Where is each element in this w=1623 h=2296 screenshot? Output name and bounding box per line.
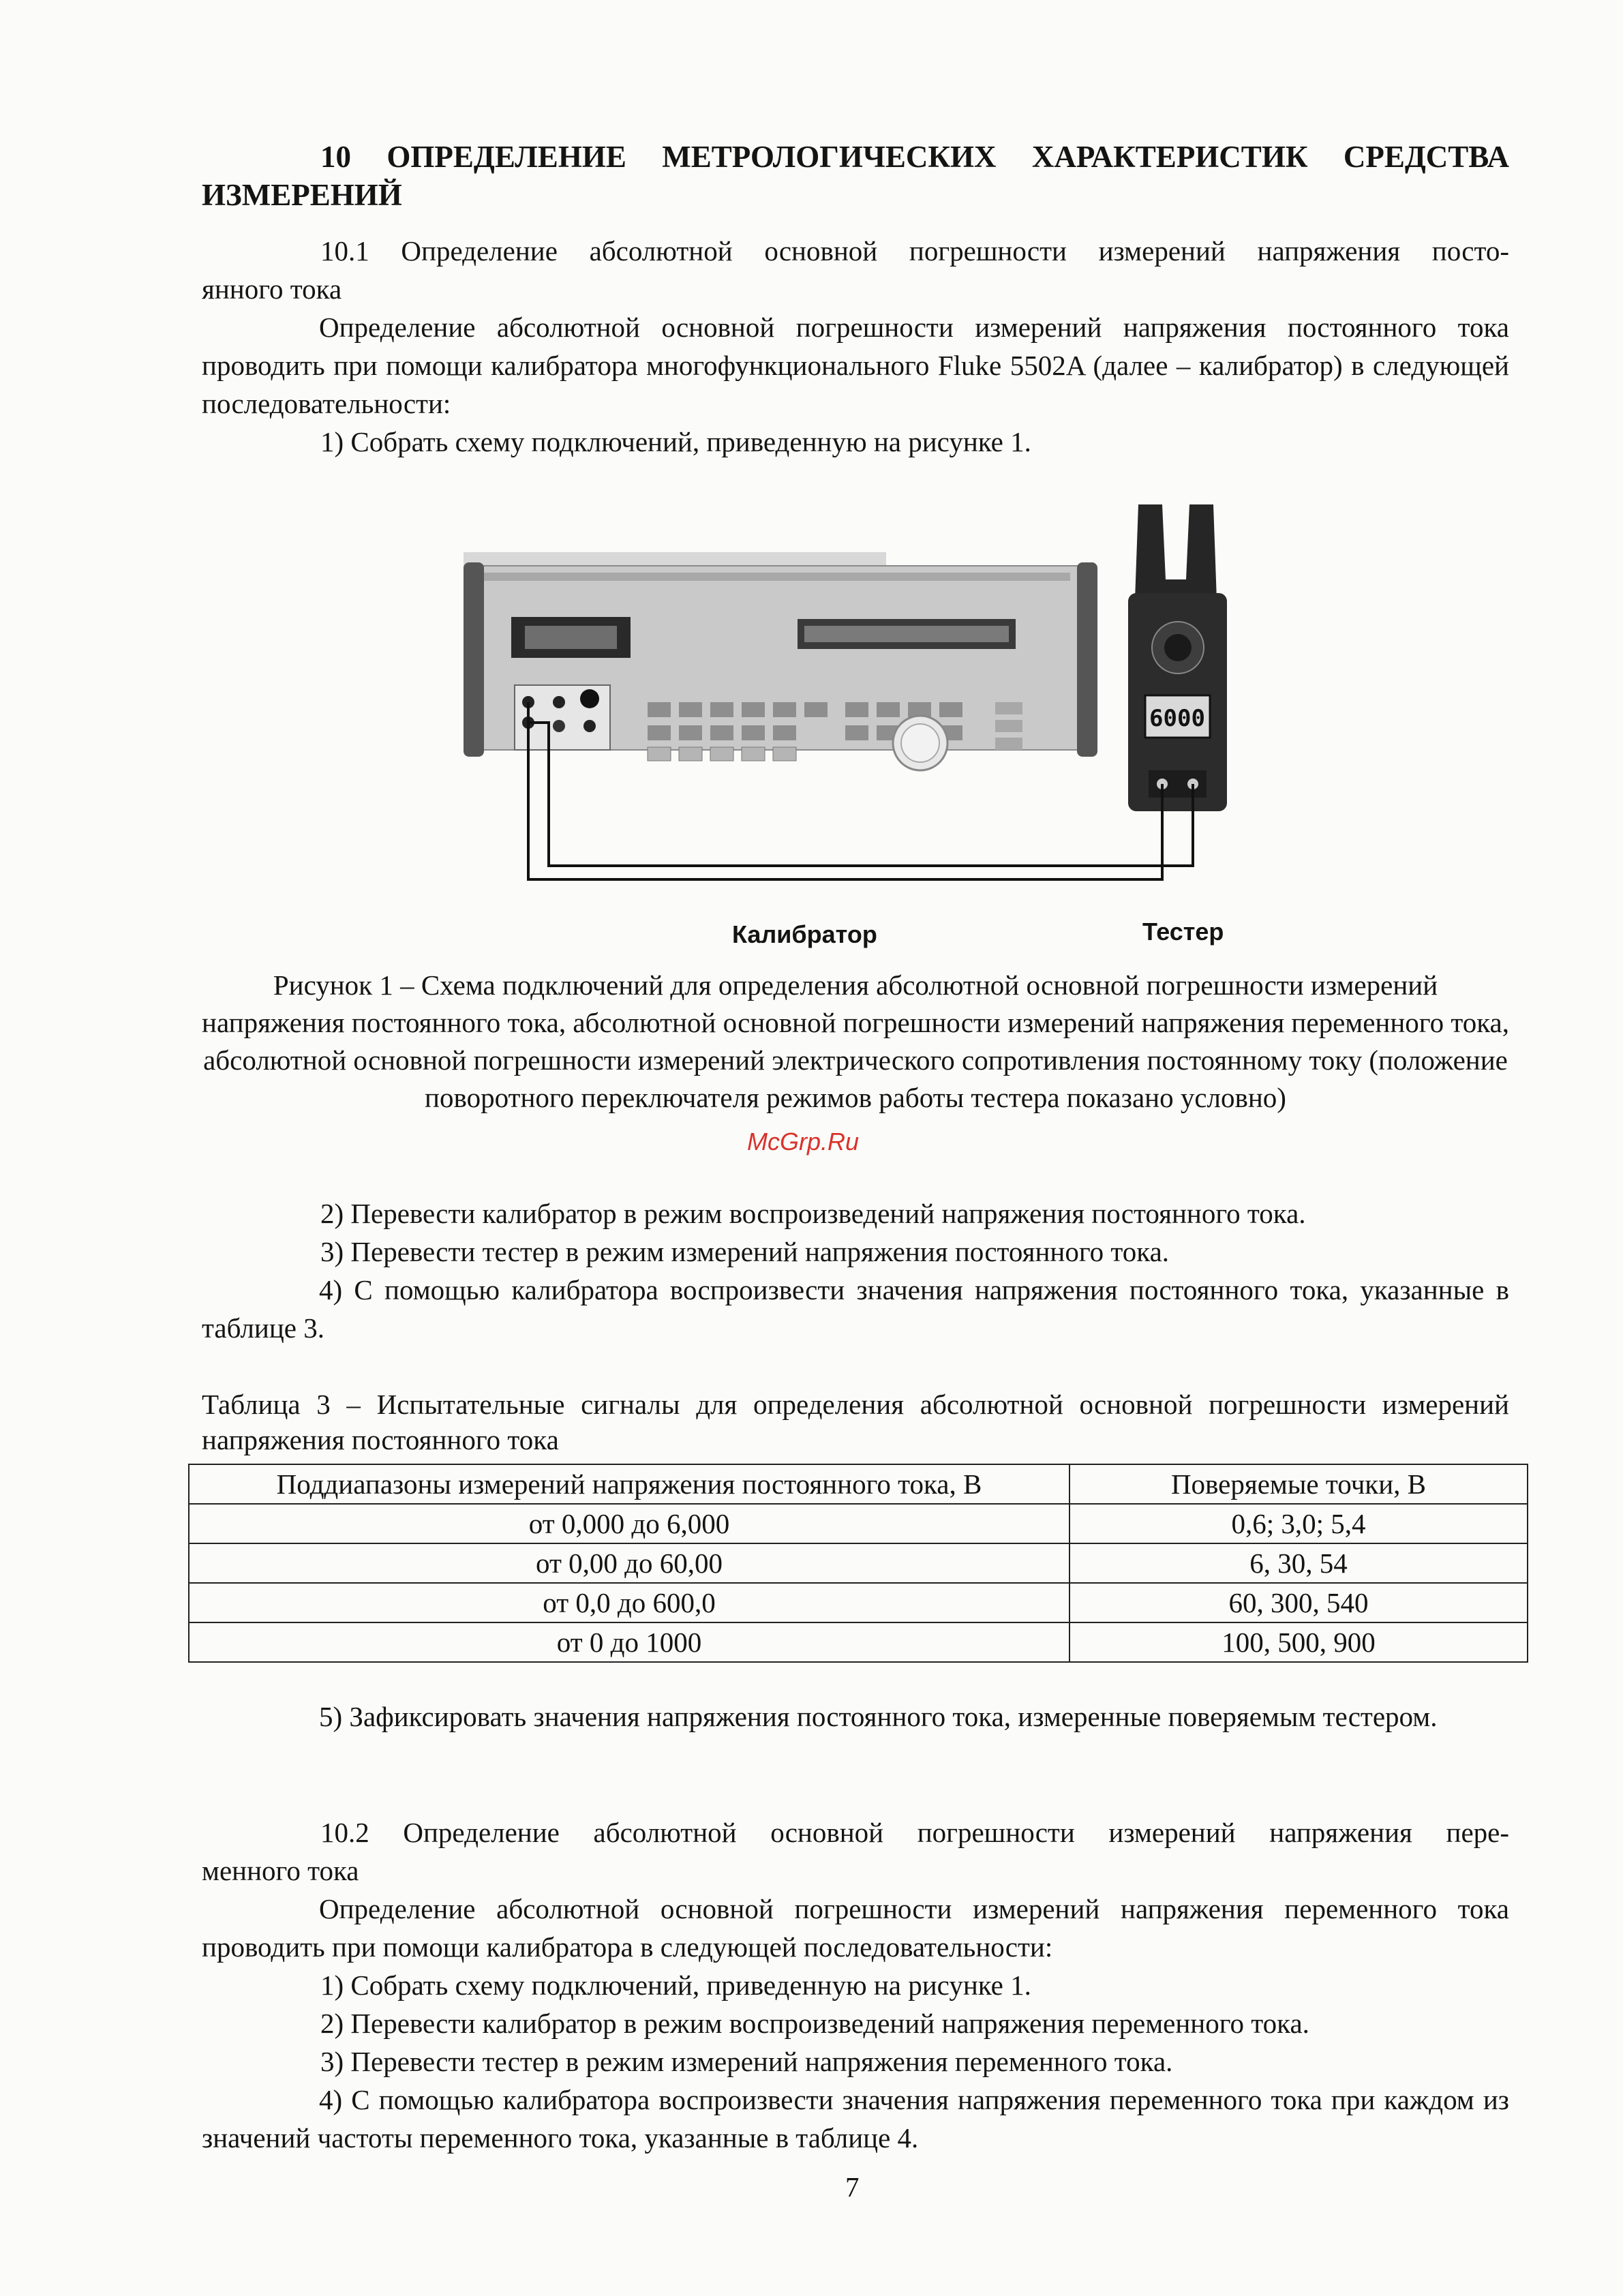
table-cell: 60, 300, 540	[1070, 1583, 1528, 1622]
section-2-step-2: 2) Перевести калибратор в режим воспроизведений напряжения переменного тока.	[320, 2008, 1309, 2039]
figure-caption: Рисунок 1 – Схема подключений для определения абсолютной основной погрешности измерений напряжения постоянного тока, абсолютной основной погрешности измерений напряжения переменного тока, абсолютной основной погрешности измерений электрического сопротивления постоянному току (положение поворотного переключателя режимов работы тестера показано условно)	[202, 969, 1509, 1113]
label-calibrator: Калибратор	[732, 920, 877, 948]
table-cell: от 0,00 до 60,00	[189, 1543, 1070, 1583]
label-tester: Тестер	[1142, 918, 1224, 946]
subsection-2-title-line2: менного тока	[202, 1855, 359, 1886]
table-cell: 100, 500, 900	[1070, 1622, 1528, 1662]
intro-paragraph: Определение абсолютной основной погрешности измерений напряжения постоянного тока проводить при помощи калибратора многофункционального Fluke 5502A (далее – калибратор) в следующей последовательности:	[202, 312, 1509, 419]
table-row	[189, 1504, 1528, 1543]
subsection-title-line1: 10.1 Определение абсолютной основной погрешности измерений напряжения посто-	[320, 235, 1509, 267]
table-row	[189, 1583, 1528, 1622]
table-header-row	[189, 1464, 1528, 1504]
page-number: 7	[845, 2171, 860, 2203]
connection-diagram	[450, 498, 1254, 920]
table-row	[189, 1543, 1528, 1583]
table-cell: от 0,0 до 600,0	[189, 1583, 1070, 1622]
table-row	[189, 1622, 1528, 1662]
table-3	[188, 1464, 1528, 1663]
section-2-intro: Определение абсолютной основной погрешности измерений напряжения переменного тока проводить при помощи калибратора в следующей последовательности:	[202, 1893, 1509, 1963]
table-cell: от 0,000 до 6,000	[189, 1504, 1070, 1543]
table-cell: 0,6; 3,0; 5,4	[1070, 1504, 1528, 1543]
step-1: 1) Собрать схему подключений, приведенную на рисунке 1.	[320, 426, 1031, 457]
section-heading-line2: ИЗМЕРЕНИЙ	[202, 178, 402, 212]
subsection-title-line2: янного тока	[202, 273, 342, 305]
table-3-title: Таблица 3 – Испытательные сигналы для определения абсолютной основной погрешности измерений напряжения постоянного тока	[202, 1389, 1509, 1455]
watermark-text: McGrp.Ru	[747, 1128, 860, 1155]
table-cell: от 0 до 1000	[189, 1622, 1070, 1662]
step-3: 3) Перевести тестер в режим измерений напряжения постоянного тока.	[320, 1236, 1170, 1267]
table-header-cell: Поддиапазоны измерений напряжения постоянного тока, В	[189, 1464, 1070, 1504]
calibrator-image	[464, 552, 1097, 770]
table-header-cell: Поверяемые точки, В	[1070, 1464, 1528, 1504]
section-2-step-1: 1) Собрать схему подключений, приведенную на рисунке 1.	[320, 1969, 1031, 2001]
tester-display-value: 6000	[1149, 705, 1205, 732]
section-heading-line1: 10 ОПРЕДЕЛЕНИЕ МЕТРОЛОГИЧЕСКИХ ХАРАКТЕРИСТИК СРЕДСТВА	[320, 140, 1509, 174]
step-2: 2) Перевести калибратор в режим воспроизведений напряжения постоянного тока.	[320, 1198, 1306, 1229]
section-2-step-4: 4) С помощью калибратора воспроизвести значения напряжения переменного тока при каждом из значений частоты переменного тока, указанные в таблице 4.	[202, 2084, 1509, 2154]
tester-image	[1128, 504, 1227, 811]
section-2-step-3: 3) Перевести тестер в режим измерений напряжения переменного тока.	[320, 2046, 1173, 2077]
step-4: 4) С помощью калибратора воспроизвести значения напряжения постоянного тока, указанные в таблице 3.	[202, 1274, 1509, 1344]
table-cell: 6, 30, 54	[1070, 1543, 1528, 1583]
step-5: 5) Зафиксировать значения напряжения постоянного тока, измеренные поверяемым тестером.	[319, 1701, 1438, 1732]
subsection-2-title-line1: 10.2 Определение абсолютной основной погрешности измерений напряжения пере-	[320, 1817, 1509, 1848]
